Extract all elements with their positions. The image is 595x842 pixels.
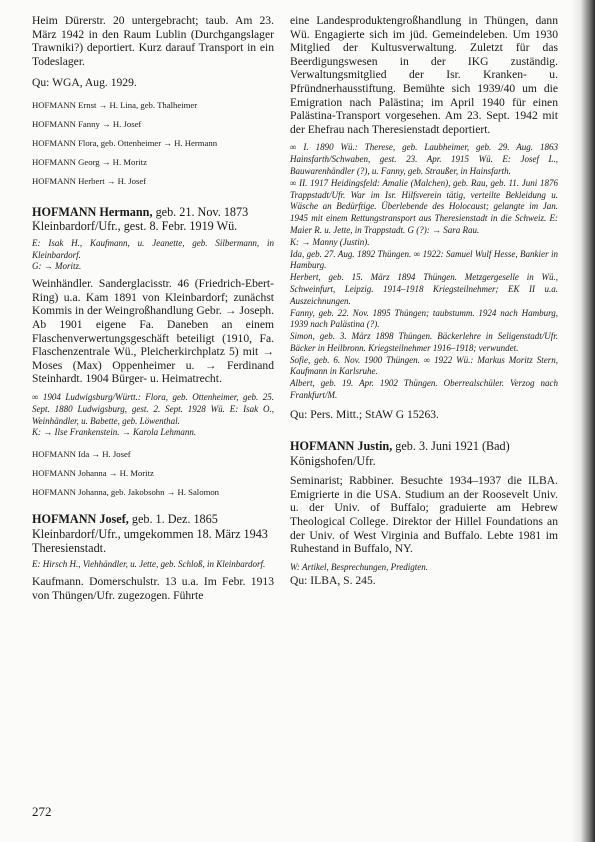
- cross-reference: HOFMANN Herbert → H. Josef: [32, 175, 147, 186]
- entry-body: Seminarist; Rabbiner. Besuchte 1934–1937 die ILBA. Emigrierte in die USA. Studium an der Roosevelt Univ. u. der Univ. of Buffalo; graduierte am Hebrew Theological College. Direktor der Hillel Foundations an der Univ. of West Virginia and Buffalo. Lebte 1981 im Ruhestand in Buffalo, NY.: [290, 474, 558, 556]
- child-entry: Ida, geb. 27. Aug. 1892 Thüngen. ∞ 1922: Samuel Wulf Hesse, Bankier in Hamburg.: [290, 248, 558, 271]
- entry-body: Kaufmann. Domerschulstr. 13 u.a. Im Febr. 1913 von Thüngen/Ufr. zugezogen. Führte: [32, 575, 274, 602]
- source-note: Qu: Pers. Mitt.; StAW G 15263.: [290, 407, 439, 421]
- entry-body: eine Landesproduktengroßhandlung in Thüngen, dann Wü. Engagierte sich im jüd. Gemeindeleben. Um 1930 Mitglied der Kultusverwaltung. Zuletzt für das Beerdigungswesen in der IKG zuständig. Verwaltungsmitglied der Isr. Kranken- u. Pfründnerhausstiftung. Bemühte sich 1939/40 um die Emigration nach Palästina; im April 1940 für einen Palästina-Transport vorgesehen. Am 23. Sept. 1942 mit der Ehefrau nach Theresienstadt deportiert.: [290, 14, 558, 136]
- siblings-line: G: → Moritz.: [32, 261, 82, 272]
- entry-body: Weinhändler. Sanderglacisstr. 46 (Friedrich-Ebert-Ring) u.a. Kam 1891 von Kleinbardorf; zunächst Kommis in der Weingroßhandlung Gebr. → Joseph. Ab 1901 eigene Fa. Daneben an einem Flaschenverwertungsgeschäft beteiligt (1910, Fa. Flaschenzentrale Wü., Pleicherkirchplatz 5) mit → Moses (Max) Oppenheimer u. → Ferdinand Steinhardt. 1904 Bürger- u. Heimatrecht.: [32, 277, 274, 386]
- page-number: 272: [32, 804, 52, 819]
- child-entry: Sofie, geb. 6. Nov. 1900 Thüngen. ∞ 1922 Wü.: Markus Moritz Stern, Kaufmann in Karlsruhe.: [290, 354, 558, 377]
- child-entry: Herbert, geb. 15. März 1894 Thüngen. Metzgergeselle in Wü., Schweinfurt, Leipzig. 1914–1918 Kriegsteilnehmer; EK II u.a. Auszeichnungen.: [290, 272, 558, 306]
- child-entry: Fanny, geb. 22. Nov. 1895 Thüngen; taubstumm. 1924 nach Hamburg, 1939 nach Palästina (?).: [290, 307, 558, 330]
- child-entry: Simon, geb. 3. März 1898 Thüngen. Bäckerlehre in Seligenstadt/Ufr. Bäcker in Heilbronn. Kriegsteilnehmer 1916–1918; verwundet.: [290, 331, 558, 353]
- entry-dates: geb. 1. Dez. 1865 Kleinbardorf/Ufr., umgekommen 18. März 1943 Theresienstadt.: [32, 512, 268, 555]
- source-note: Qu: ILBA, S. 245.: [290, 573, 376, 587]
- entry-heading: [290, 439, 558, 468]
- children-line: K: → Manny (Justin).: [290, 236, 370, 247]
- marriage-line: ∞ I. 1890 Wü.: Therese, geb. Laubheimer, geb. 29. Aug. 1863 Hainsfarth/Schwaben, gest. 23. Apr. 1915 Wü. E: Josef L., Bauwarenhändler (?), u. Fanny, geb. Straußer, in Hainsfarth.: [290, 142, 558, 176]
- entry-name: HOFMANN Justin,: [290, 439, 393, 454]
- cross-reference: HOFMANN Flora, geb. Ottenheimer → H. Hermann: [32, 137, 218, 148]
- child-entry: Albert, geb. 19. Apr. 1902 Thüngen. Oberrealschüler. Verzog nach Frankfurt/M.: [290, 378, 558, 401]
- children-line: K: → Ilse Frankenstein. → Karola Lehmann.: [32, 427, 197, 438]
- cross-reference: HOFMANN Johanna, geb. Jakobsohn → H. Salomon: [32, 487, 220, 498]
- marriage-line: ∞ 1904 Ludwigsburg/Württ.: Flora, geb. Ottenheimer, geb. 25. Sept. 1880 Ludwigsburg, gest. 2. Sept. 1928 Wü. E: Isak O., Weinhändler, u. Babette, geb. Löwenthal.: [32, 391, 274, 426]
- scan-edge-shadow: [571, 0, 595, 842]
- entry-dates: geb. 3. Juni 1921 (Bad) Königshofen/Ufr.: [290, 439, 510, 468]
- cross-reference: HOFMANN Ida → H. Josef: [32, 449, 131, 460]
- entry-dates: geb. 21. Nov. 1873 Kleinbardorf/Ufr., gest. 8. Febr. 1919 Wü.: [32, 204, 249, 234]
- entry-heading: [32, 512, 274, 555]
- cross-reference: HOFMANN Georg → H. Moritz: [32, 156, 147, 167]
- cross-reference: HOFMANN Fanny → H. Josef: [32, 118, 142, 129]
- right-column: [290, 14, 558, 587]
- source-note: Qu: WGA, Aug. 1929.: [32, 76, 137, 90]
- entry-name: HOFMANN Hermann,: [32, 204, 153, 219]
- left-column: [32, 14, 274, 602]
- entry-heading: [32, 205, 274, 234]
- marriage-line: ∞ II. 1917 Heidingsfeld: Amalie (Malchen), geb. Rau, geb. 11. Juni 1876 Trappstadt/Ufr. War im Isr. Hilfsverein tätig, verteilte Bekleidung u. Wäsche an Bedürftige. Überlebende des Holocaust; gelangte im Jan. 1945 mit einem Rettungstransport aus Theresienstadt in die Schweiz. E: Maier R. u. Jette, in Trappstadt. G (?): → Sara Rau.: [290, 177, 558, 235]
- entry-name: HOFMANN Josef,: [32, 512, 129, 527]
- cross-reference: HOFMANN Johanna → H. Moritz: [32, 468, 154, 479]
- cross-reference: HOFMANN Ernst → H. Lina, geb. Thalheimer: [32, 99, 198, 110]
- parents-line: E: Hirsch H., Viehhändler, u. Jette, geb. Schloß, in Kleinbardorf.: [32, 559, 266, 570]
- works-line: W: Artikel, Besprechungen, Predigten.: [290, 561, 429, 572]
- paragraph: Heim Dürerstr. 20 untergebracht; taub. Am 23. März 1942 in den Raum Lublin (Durchgangslager Trawniki?) deportiert. Kurz darauf Transport in ein Todeslager.: [32, 14, 274, 68]
- parents-line: E: Isak H., Kaufmann, u. Jeanette, geb. Silbermann, in Kleinbardorf.: [32, 237, 274, 260]
